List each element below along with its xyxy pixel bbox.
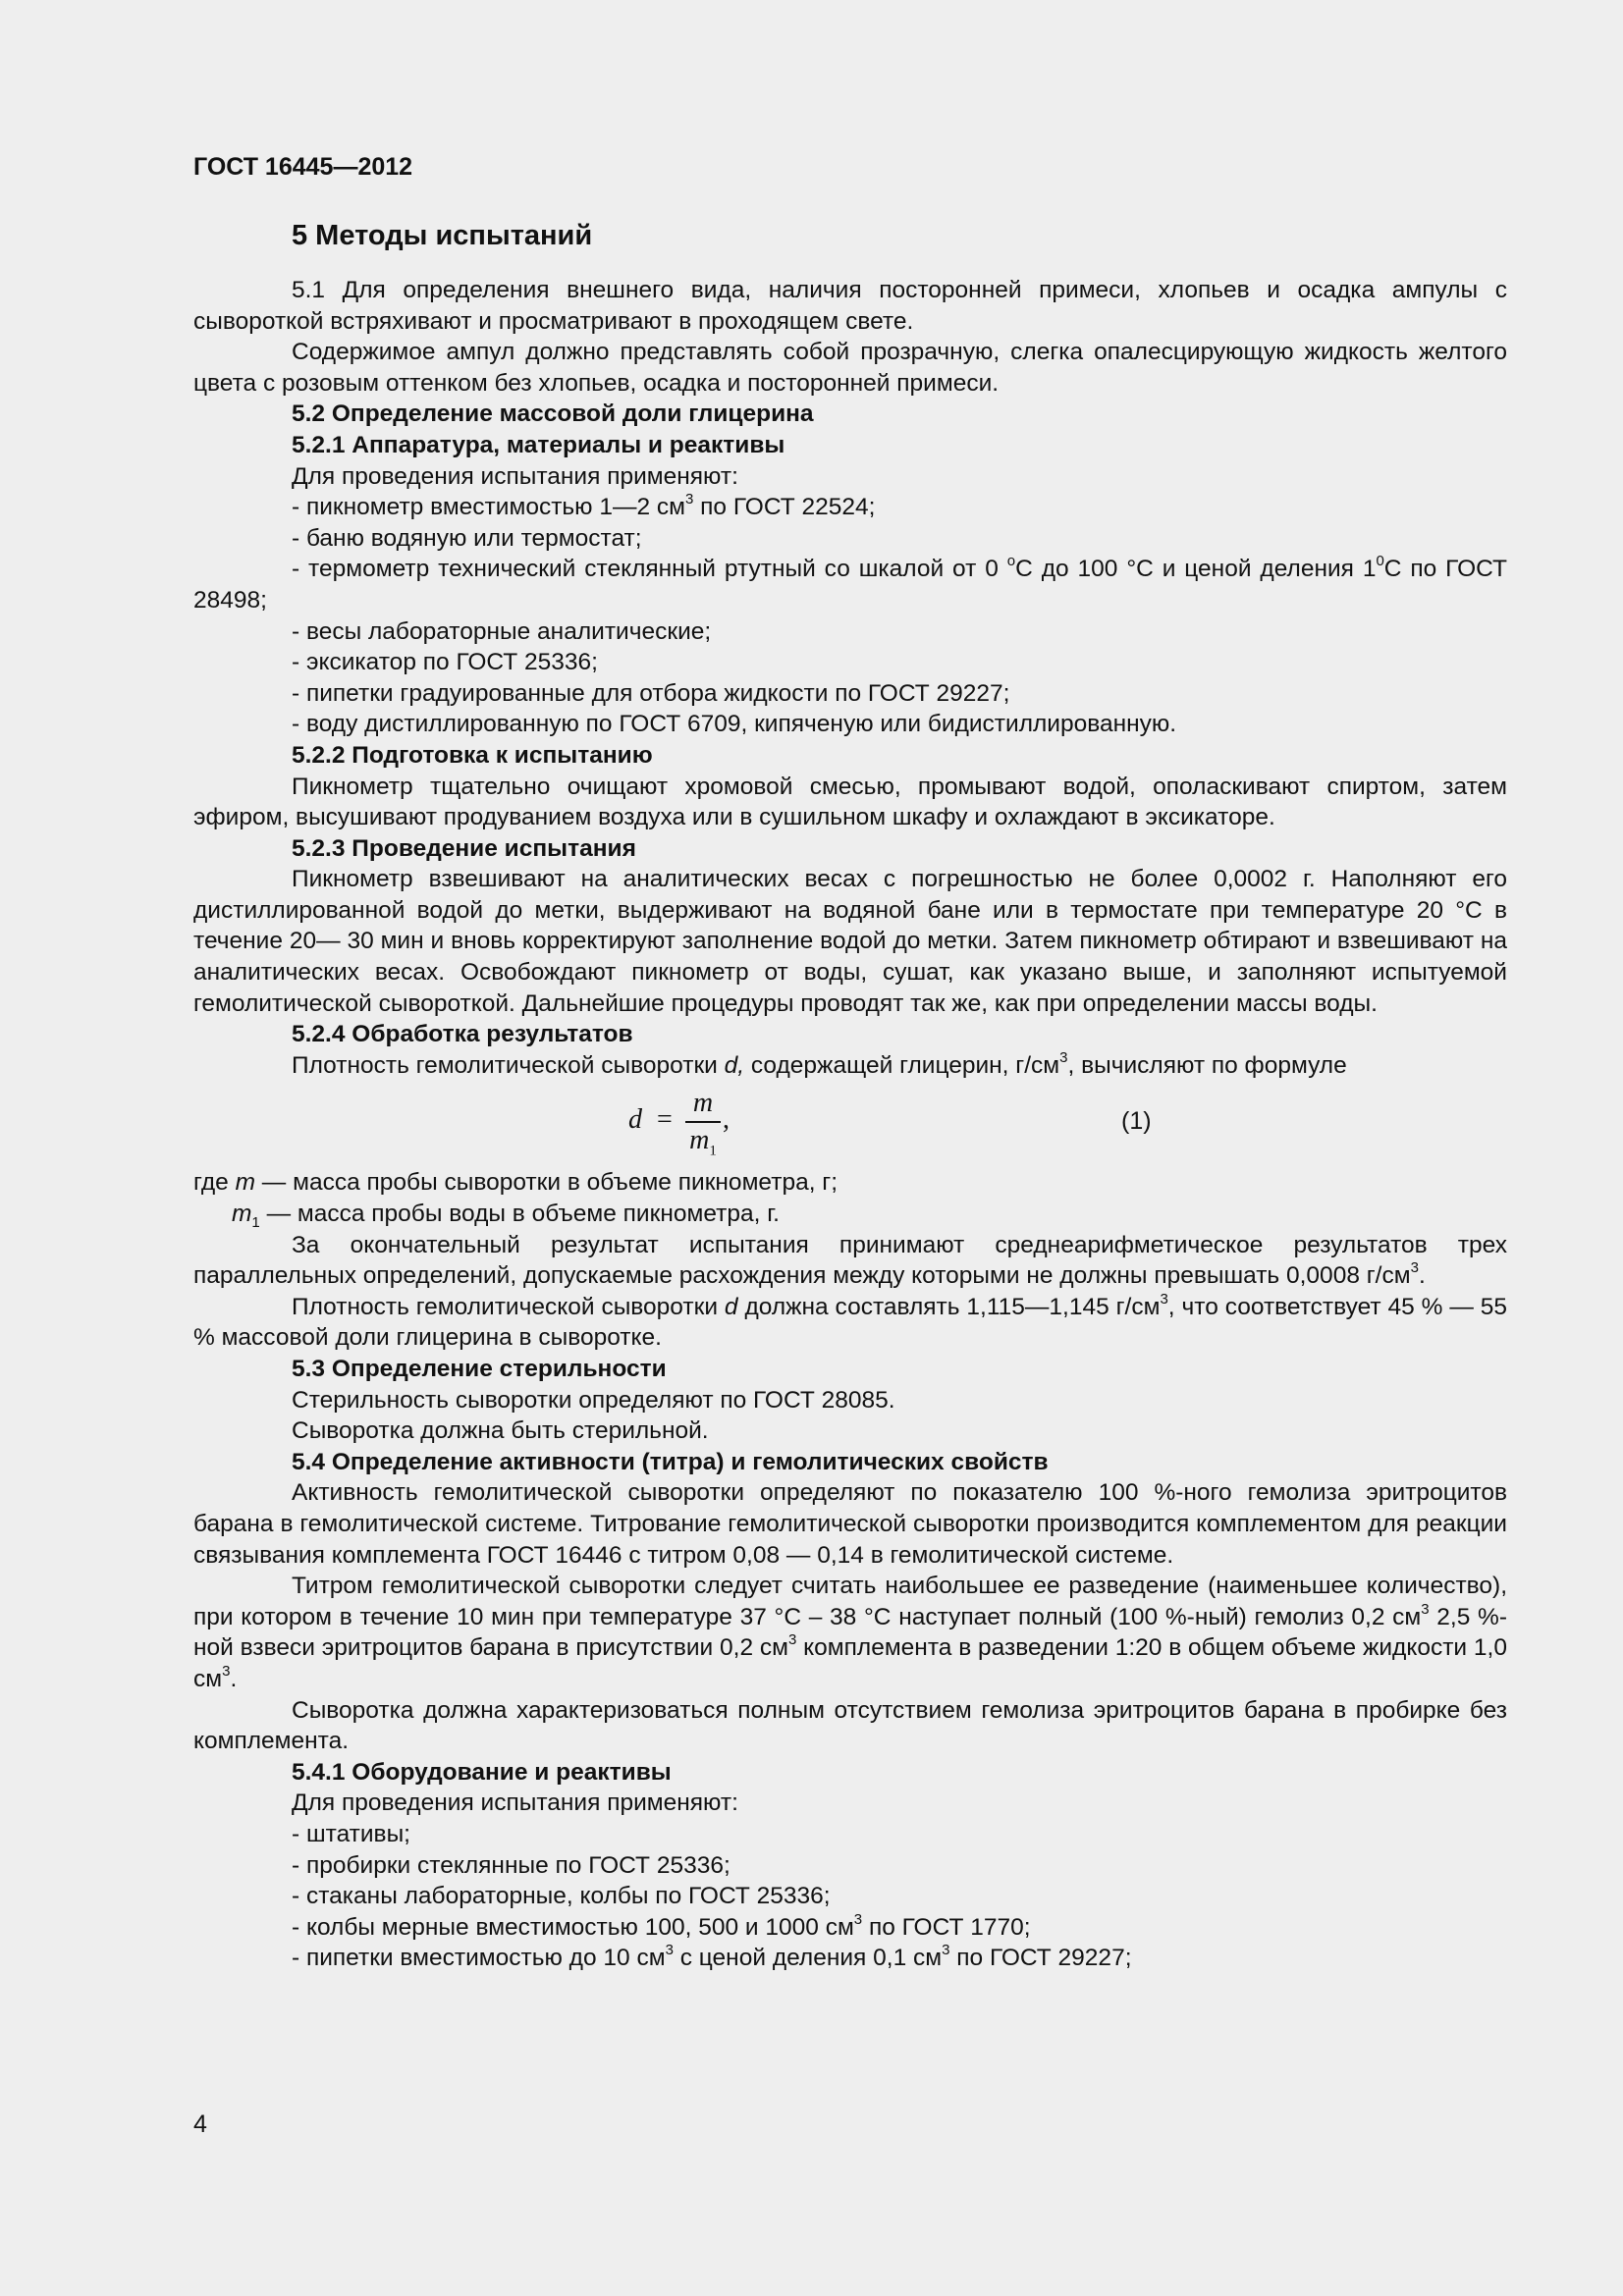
subsection-title-5-4: 5.4 Определение активности (титра) и гемолитических свойств [292,1448,1049,1475]
page-number: 4 [193,2110,207,2138]
paragraph-5-1-content: Содержимое ампул должно представлять собой прозрачную, слегка опалесцирующую жидкость желтого цвета с розовым оттенком без хлопьев, осадка и посторонней примеси. [193,339,1507,397]
list-item-bath: - баню водяную или термостат; [292,524,642,552]
paragraph-5-4-1: Активность гемолитической сыворотки определяют по показателю 100 %-ного гемолиза эритроцитов барана в гемолитической системе. Титрование гемолитической сыворотки производится комплементом для реакции связывания комплемента ГОСТ 16446 с титром 0,08 — 0,14 в гемолитической системе. [193,1479,1507,1569]
paragraph-final-result: За окончательный результат испытания принимают среднеарифметическое результатов трех параллельных определений, допускаемые расхождения между которыми не должны превышать 0,0008 $г/см^3$. [193,1231,1507,1290]
formula-denominator: $m_1$ [689,1125,717,1160]
formula-number: (1) [1121,1107,1152,1136]
paragraph-5-1: 5.1 Для определения внешнего вида, наличия посторонней примеси, хлопьев и осадка ампулы с сывороткой встряхивают и просматривают в проходящем свете. [193,277,1507,335]
list-item-desiccator: - эксикатор по ГОСТ 25336; [292,649,598,676]
subsection-title-5-2-1: 5.2.1 Аппаратура, материалы и реактивы [292,431,785,458]
paragraph-5-2-3: Пикнометр взвешивают на аналитических весах с погрешностью не более 0,0002 г. Наполняют его дистиллированной водой до метки, выдерживают на водяной бане или в термостате при температуре 20 °С в течение 20— 30 мин и вновь корректируют заполнение водой до метки. Затем пикнометр обтирают и взвешивают на аналитических весах. Освобождают пикнометр от воды, сушат, как указано выше, и заполняют испытуемой гемолитической сывороткой. Дальнейшие процедуры проводят так же, как при определении массы воды. [193,866,1507,1017]
paragraph-5-4-2: Титром гемолитической сыворотки следует считать наибольшее ее разведение (наименьшее количество), при котором в течение 10 мин при температуре 37 °С – 38 °С наступает полный (100 %-ный) гемолиз 0,2 $см^3$ 2,5 %-ной взвеси эритроцитов барана в присутствии 0,2 $см^3$ комплемента в разведении 1:20 в общем объеме жидкости 1,0 $см^3$. [193,1573,1507,1692]
section-title: 5 Методы испытаний [292,220,593,251]
paragraph-5-3-2: Сыворотка должна быть стерильной. [292,1417,709,1445]
list-item-volumetric-flasks: - колбы мерные вместимостью 100, 500 и 1000 $см^3$ по ГОСТ 1770; [292,1910,1031,1941]
formula-comma: , [723,1104,730,1136]
list-item-scales: - весы лабораторные аналитические; [292,617,712,645]
list-item-pycnometer: - пикнометр вместимостью 1—2 $см^3$ по ГОСТ 22524; [292,491,876,521]
formula-where-m: где m — масса пробы сыворотки в объеме пикнометра, г; [193,1169,839,1197]
formula-where-m1: $m_1$ — масса пробы воды в объеме пикнометра, г. [232,1201,780,1231]
formula-numerator: m [692,1088,714,1119]
formula-lhs: d [628,1104,642,1136]
document-header: ГОСТ 16445—2012 [193,153,413,181]
list-item-thermometer: - термометр технический стеклянный ртутный со шкалой от 0 $^о$С до 100 °С и ценой деления $1^0С$ по ГОСТ 28498; [193,553,1507,614]
list-intro: Для проведения испытания применяют: [292,462,738,490]
list-item-beakers: - стаканы лабораторные, колбы по ГОСТ 25336; [292,1883,831,1910]
subsection-title-5-2-4: 5.2.4 Обработка результатов [292,1021,633,1048]
subsection-title-5-2-3: 5.2.3 Проведение испытания [292,834,636,862]
subsection-title-5-2-2: 5.2.2 Подготовка к испытанию [292,741,653,769]
subsection-title-5-4-1: 5.4.1 Оборудование и реактивы [292,1758,672,1786]
paragraph-5-3-1: Стерильность сыворотки определяют по ГОСТ 28085. [292,1386,895,1414]
paragraph-density-range: Плотность гемолитической сыворотки d должна составлять 1,115—1,145 $г/см^3$, что соответствует 45 % — 55 % массовой доли глицерина в сыворотке. [193,1290,1507,1352]
paragraph-5-2-4-intro: Плотность гемолитической сыворотки d, содержащей глицерин, $г/см^3$, вычисляют по формуле [292,1048,1347,1079]
list-item-pipettes-10: - пипетки вместимостью до 10 $см^3$ с ценой деления 0,1 $см^3$ по ГОСТ 29227; [292,1942,1132,1972]
subsection-title-5-3: 5.3 Определение стерильности [292,1356,667,1382]
density-formula [193,1087,1507,1161]
list-intro-5-4-1: Для проведения испытания применяют: [292,1789,738,1817]
list-item-test-tubes: - пробирки стеклянные по ГОСТ 25336; [292,1851,730,1879]
list-item-pipettes: - пипетки градуированные для отбора жидкости по ГОСТ 29227; [292,679,1010,707]
subsection-title-5-2: 5.2 Определение массовой доли глицерина [292,400,814,428]
document-body [193,216,1507,1974]
list-item-racks: - штативы; [292,1820,410,1847]
formula-fraction [685,1087,721,1160]
formula-fraction-bar [685,1121,721,1123]
formula-equals: = [657,1104,673,1136]
paragraph-5-4-3: Сыворотка должна характеризоваться полным отсутствием гемолиза эритроцитов барана в пробирке без комплемента. [193,1696,1507,1755]
list-item-water: - воду дистиллированную по ГОСТ 6709, кипяченую или бидистиллированную. [292,711,1177,738]
paragraph-5-2-2: Пикнометр тщательно очищают хромовой смесью, промывают водой, ополаскивают спиртом, затем эфиром, высушивают продуванием воздуха или в сушильном шкафу и охлаждают в эксикаторе. [193,773,1507,831]
